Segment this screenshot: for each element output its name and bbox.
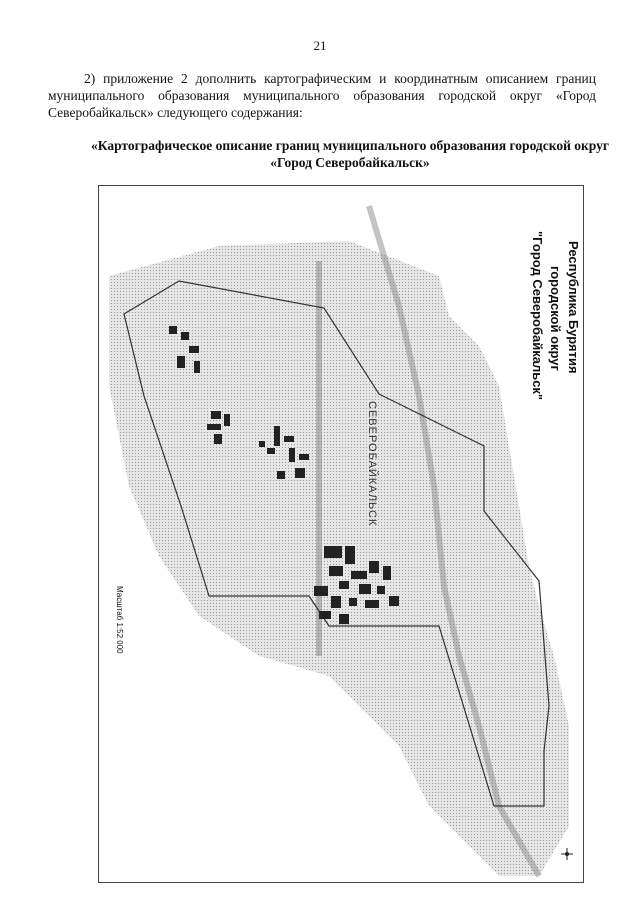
boundary-map [99, 186, 583, 882]
scale-label: Масштаб 1:52 000 [115, 586, 124, 654]
map-frame [98, 185, 584, 883]
city-label: СЕВЕРОБАЙКАЛЬСК [366, 401, 378, 527]
page-number: 21 [313, 38, 327, 53]
map-title-line-2: городской округ [548, 266, 563, 371]
compass-icon [561, 848, 573, 860]
map-heading: «Картографическое описание границ муниципального образования городской округ «Город Северобайкальск» [90, 138, 609, 170]
intro-paragraph: 2) приложение 2 дополнить картографическим и координатным описанием границ муниципального образования муниципального образования городской округ «Город Северобайкальск» следующего содержания: [48, 71, 596, 120]
map-title-line-3: "Город Северобайкальск" [530, 231, 545, 401]
terrain-area [109, 241, 569, 876]
map-title-line-1: Республика Бурятия [566, 241, 581, 374]
